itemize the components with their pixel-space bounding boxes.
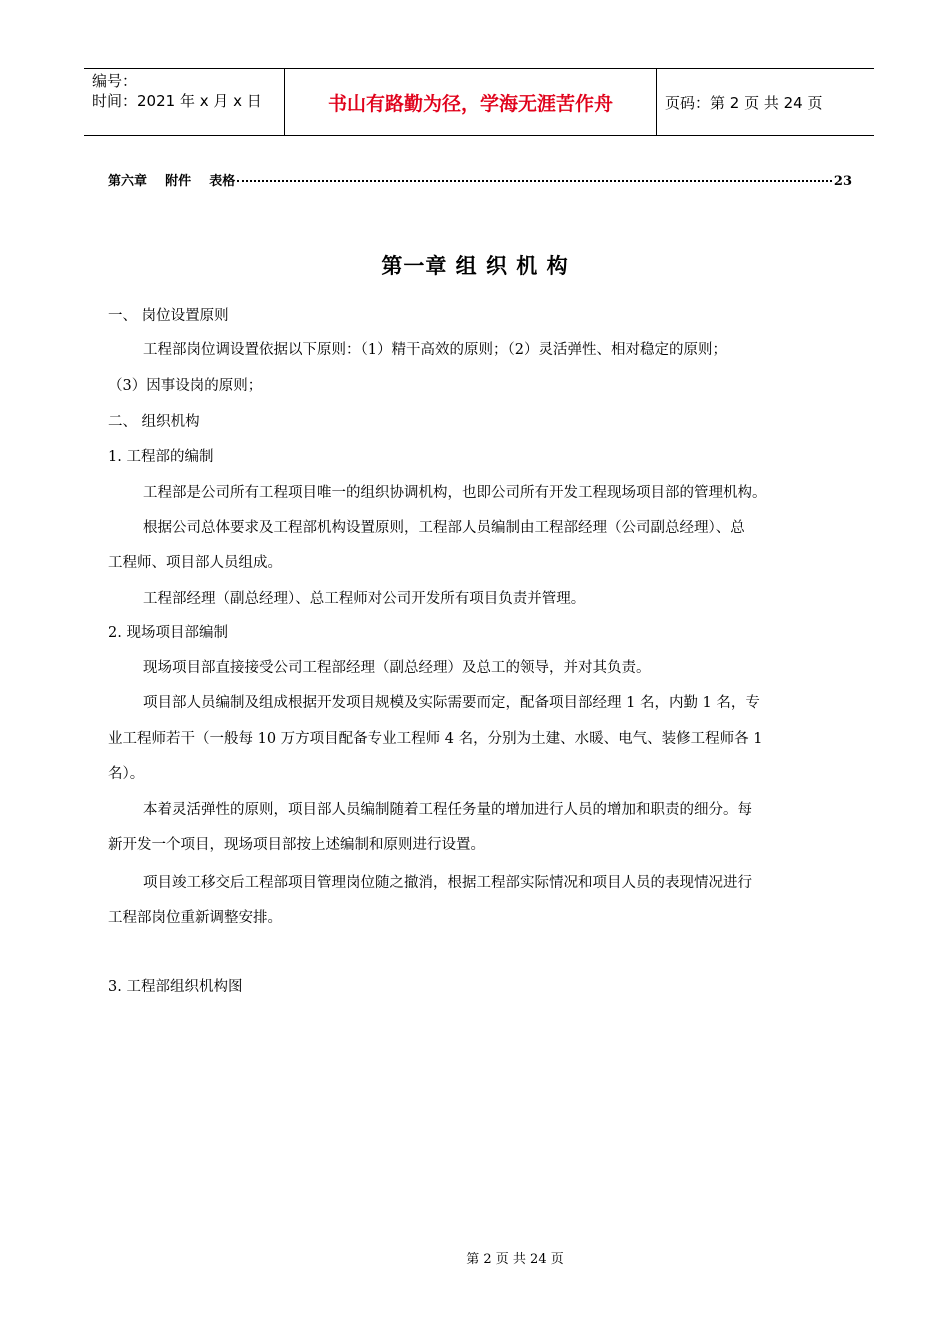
section-heading: 一、 岗位设置原则 [108,308,229,324]
paragraph-line: 工程部经理（副总经理）、总工程师对公司开发所有项目负责并管理。 [143,591,586,607]
paragraph-line: （3）因事设岗的原则； [108,378,263,394]
section-heading: 二、 组织机构 [108,414,200,430]
paragraph-line: 名）。 [108,766,145,782]
paragraph-line: 工程部岗位重新调整安排。 [108,910,282,926]
paragraph-line: 现场项目部直接接受公司工程部经理（副总经理）及总工的领导，并对其负责。 [143,660,651,676]
page-footer: 第 2 页 共 24 页 [466,1252,564,1267]
toc-entry[interactable] [108,170,852,189]
paragraph-line: 业工程师若干（一般每 10 万方项目配备专业工程师 4 名，分别为土建、水暖、电气、装修工程师各 1 [108,731,763,747]
paragraph-line: 本着灵活弹性的原则，项目部人员编制随着工程任务量的增加进行人员的增加和职责的细分。每 [143,802,752,818]
toc-leader-dots [237,180,832,182]
chapter-title: 第一章 组 织 机 构 [381,253,569,278]
header-page-info: 页码：第 2 页 共 24 页 [665,93,823,112]
toc-entry-label: 第六章 附件 表格 [108,174,236,189]
toc-entry-page: 23 [833,174,852,189]
paragraph-line: 工程部是公司所有工程项目唯一的组织协调机构，也即公司所有开发工程现场项目部的管理机构。 [143,485,767,501]
paragraph-line: 项目部人员编制及组成根据开发项目规模及实际需要而定，配备项目部经理 1 名，内勤 1 名，专 [143,695,760,711]
header-motto: 书山有路勤为径，学海无涯苦作舟 [285,69,657,135]
paragraph-line: 工程部岗位调设置依据以下原则：（1）精干高效的原则；（2）灵活弹性、相对稳定的原则； [143,342,727,358]
paragraph-line: 项目竣工移交后工程部项目管理岗位随之撤消，根据工程部实际情况和项目人员的表现情况进行 [143,875,752,891]
header-meta [84,69,285,135]
page-header [84,68,874,136]
subsection-heading: 1. 工程部的编制 [108,449,214,465]
document-number-label: 编号： [92,72,138,90]
paragraph-line: 根据公司总体要求及工程部机构设置原则，工程部人员编制由工程部经理（公司副总经理）、总 [143,520,745,536]
subsection-heading: 3. 工程部组织机构图 [108,979,243,995]
paragraph-line: 新开发一个项目，现场项目部按上述编制和原则进行设置。 [108,837,485,853]
document-time: 时间：2021 年 x 月 x 日 [92,92,262,110]
paragraph-line: 工程师、项目部人员组成。 [108,555,282,571]
subsection-heading: 2. 现场项目部编制 [108,625,228,641]
